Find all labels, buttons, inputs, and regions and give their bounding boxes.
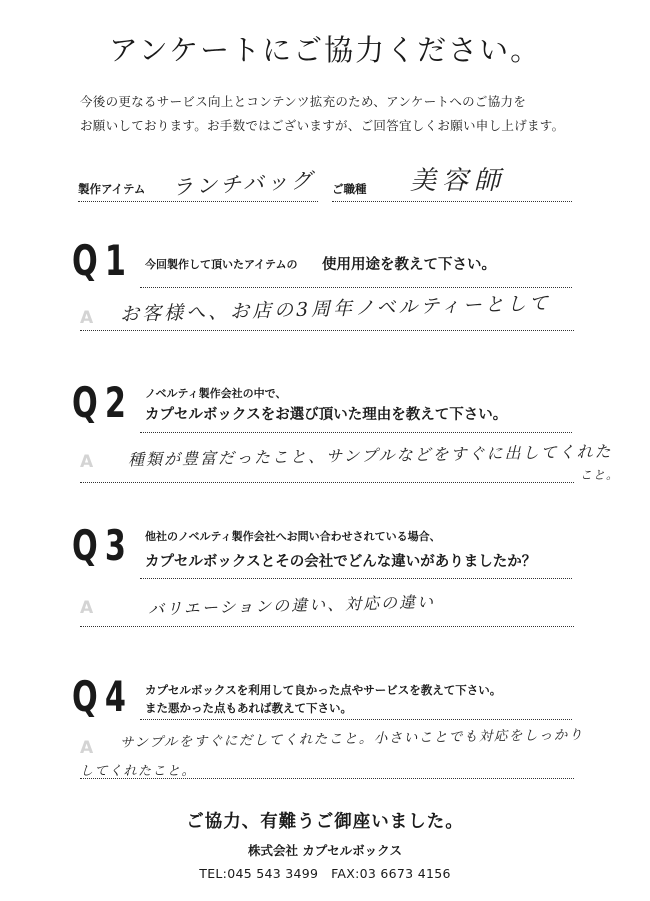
job-label: ご職種 xyxy=(332,182,367,196)
q1-number: Q1 xyxy=(72,236,134,285)
q2-answer-line-1[interactable]: 種類が豊富だったこと、サンプルなどをすぐに出してくれた xyxy=(127,441,613,470)
item-value[interactable]: ランチバッグ xyxy=(171,168,316,200)
thanks-message: ご協力、有難うご御座いました。 xyxy=(186,812,464,832)
item-label: 製作アイテム xyxy=(78,182,146,196)
job-value[interactable]: 美容師 xyxy=(410,166,507,196)
q3-text-big: カプセルボックスとその会社でどんな違いがありましたか？ xyxy=(145,554,537,570)
q4-answer-mark: A xyxy=(80,738,94,758)
q1-question-line xyxy=(140,287,572,288)
q1-text-big: 使用用途を教えて下さい。 xyxy=(322,257,496,273)
page-title: アンケートにご協力ください。 xyxy=(108,33,542,67)
q4-number: Q4 xyxy=(72,672,134,721)
q3-answer[interactable]: バリエーションの違い、対応の違い xyxy=(147,592,436,619)
q4-text-line-2: また悪かった点もあれば教えて下さい。 xyxy=(145,701,352,715)
q1-text-small: 今回製作して頂いたアイテムの xyxy=(145,258,298,271)
contact-info: TEL:045 543 3499 FAX:03 6673 4156 xyxy=(199,866,451,881)
q2-question-line xyxy=(140,432,572,433)
q3-answer-mark: A xyxy=(80,598,94,618)
q4-text-line-1: カプセルボックスを利用して良かった点やサービスを教えて下さい。 xyxy=(145,683,502,697)
q2-answer-line xyxy=(80,482,574,483)
q2-text-small: ノベルティ製作会社の中で、 xyxy=(145,387,287,400)
q1-answer-mark: A xyxy=(80,308,94,328)
q4-answer-line-2[interactable]: してくれたこと。 xyxy=(80,764,197,779)
intro-line-1: 今後の更なるサービス向上とコンテンツ拡充のため、アンケートへのご協力を xyxy=(80,94,527,109)
q2-number: Q2 xyxy=(72,378,134,427)
q4-answer-line-1[interactable]: サンプルをすぐにだしてくれたこと。小さいことでも対応をしっかり xyxy=(119,726,584,752)
intro-line-2: お願いしております。お手数ではございますが、ご回答宜しくお願い申し上げます。 xyxy=(80,118,565,133)
q1-answer[interactable]: お客様へ、お店の3周年ノベルティーとして xyxy=(119,292,552,326)
q3-answer-line xyxy=(80,626,574,627)
q2-text-big: カプセルボックスをお選び頂いた理由を教えて下さい。 xyxy=(145,407,508,423)
q3-question-line xyxy=(140,578,572,579)
q4-answer-line xyxy=(80,778,574,779)
item-underline xyxy=(78,201,318,202)
q1-answer-line xyxy=(80,330,574,331)
q3-text-small: 他社のノベルティ製作会社へお問い合わせされている場合、 xyxy=(145,530,441,543)
company-name: 株式会社 カプセルボックス xyxy=(247,843,403,858)
q4-question-line xyxy=(140,719,572,720)
q2-answer-mark: A xyxy=(80,452,94,472)
q2-answer-line-2[interactable]: こと。 xyxy=(580,468,620,482)
q3-number: Q3 xyxy=(72,521,134,570)
job-underline xyxy=(332,201,572,202)
